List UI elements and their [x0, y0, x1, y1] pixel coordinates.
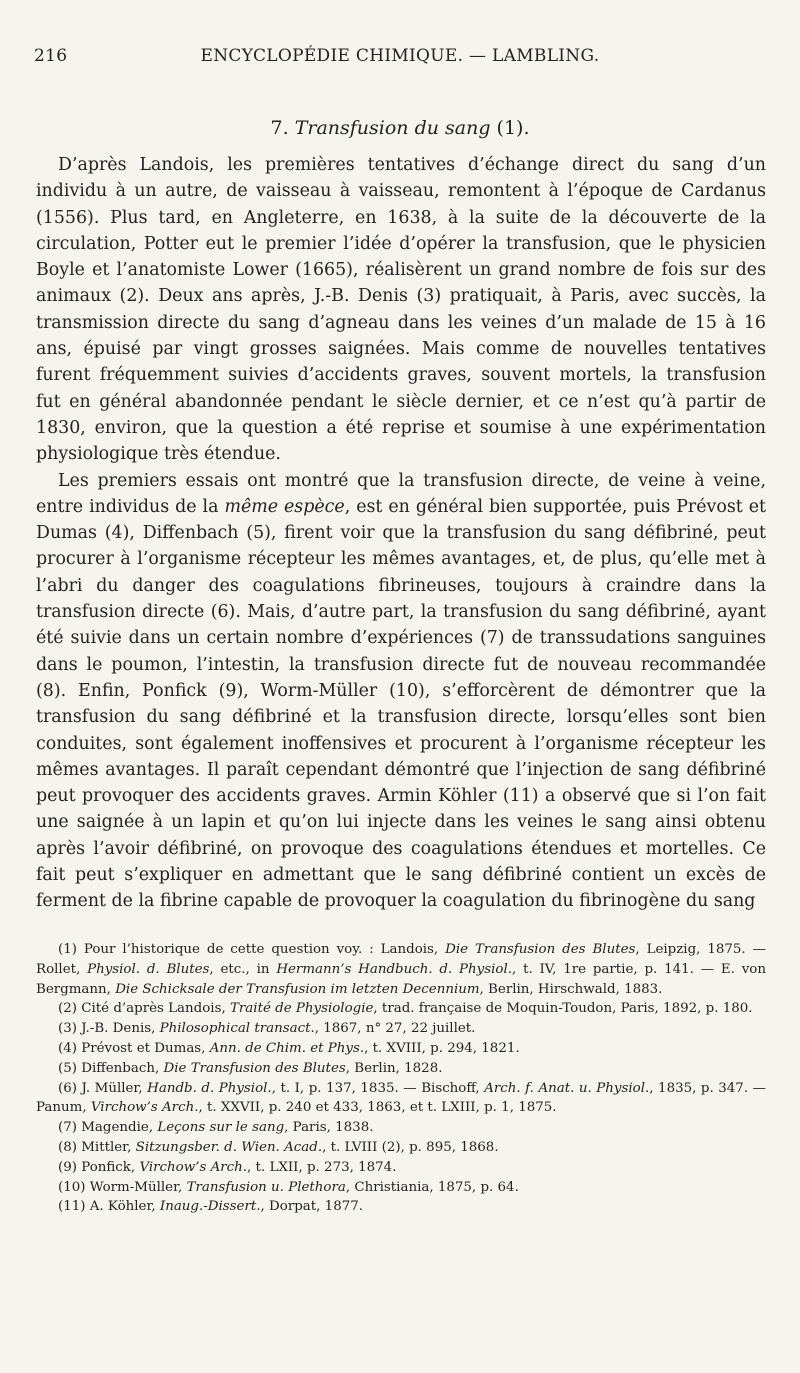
footnote-2: [36, 999, 766, 1019]
text-run: , etc., in: [209, 961, 277, 977]
italic-text: Philosophical transact.: [159, 1021, 315, 1037]
text-run: (2) Cité d’après Landois,: [58, 1001, 230, 1017]
italic-text: Virchow’s Arch.: [90, 1100, 199, 1116]
italic-text: Leçons sur le sang: [157, 1120, 285, 1136]
italic-text: Arch. f. Anat. u. Physiol.: [484, 1080, 650, 1096]
text-run: , t. LVIII (2), p. 895, 1868.: [322, 1139, 499, 1155]
text-run: (5) Diffenbach,: [58, 1060, 164, 1076]
section-title: [0, 117, 800, 139]
text-run: (11) A. Köhler,: [58, 1199, 160, 1215]
footnote-5: [36, 1059, 766, 1079]
footnotes: [36, 940, 766, 1217]
text-run: , t. XVIII, p. 294, 1821.: [364, 1040, 520, 1056]
italic-text: Die Schicksale der Transfusion im letzten Decennium: [115, 981, 480, 997]
section-note-ref: (1).: [496, 117, 530, 139]
text-run: (1) Pour l’historique de cette question voy. : Landois,: [58, 942, 446, 957]
text-run: , Dorpat, 1877.: [260, 1199, 364, 1215]
text-run: D’après Landois, les premières tentatives d’échange direct du sang d’un individu à un autre, de vaisseau à vaisseau, remontent à l’époque de Cardanus (1556). Plus tard, en Angleterre, en 1638, à la suite de la découverte de la circulation, Potter eut le premier l’idée d’opérer la transfusion, que le physicien Boyle et l’anatomiste Lower (1665), réalisèrent un grand nombre de fois sur des animaux (2). Deux ans après, J.-B. Denis (3) pratiquait, à Paris, avec succès, la transmission directe du sang d’agneau dans les veines d’un malade de 15 à 16 ans, épuisé par vingt grosses saignées. Mais comme de nouvelles tentatives furent fréquemment suivies d’accidents graves, souvent mortels, la transfusion fut en général abandonnée pendant le siècle dernier, et ce n’est qu’à partir de 1830, environ, que la question a été reprise et soumise à une expérimentation physiologique très étendue.: [36, 155, 766, 465]
text-run: (7) Magendie,: [58, 1120, 158, 1136]
text-run: , Paris, 1838.: [284, 1120, 374, 1136]
text-run: , Leipzig, 1875. — Rollet,: [36, 942, 766, 977]
text-run: (10) Worm-Müller,: [58, 1179, 187, 1195]
text-run: (9) Ponfick,: [58, 1159, 140, 1175]
paragraph-2: [36, 468, 766, 915]
footnote-11: [36, 1197, 766, 1217]
italic-text: Ann. de Chim. et Phys.: [209, 1040, 365, 1056]
text-run: Les premiers essais ont montré que la transfusion directe, de veine à veine, entre individus de la: [36, 470, 766, 517]
footnote-8: [36, 1138, 766, 1158]
italic-text: Transfusion u. Plethora: [186, 1179, 346, 1195]
italic-text: Die Transfusion des Blutes: [445, 942, 636, 957]
text-run: , 1835, p. 347. — Panum,: [36, 1080, 767, 1116]
italic-text: même espèce: [224, 496, 345, 517]
text-run: , t. XXVII, p. 240 et 433, 1863, et t. LXIII, p. 1, 1875.: [198, 1100, 557, 1116]
footnote-7: [36, 1118, 766, 1138]
italic-text: Physiol. d. Blutes: [87, 961, 210, 977]
text-run: , Christiania, 1875, p. 64.: [345, 1179, 519, 1195]
text-run: (6) J. Müller,: [58, 1080, 148, 1096]
footnote-1: [36, 940, 766, 999]
italic-text: Handb. d. Physiol.: [147, 1080, 272, 1096]
section-number: 7.: [270, 117, 289, 139]
text-run: , t. I, p. 137, 1835. — Bischoff,: [271, 1080, 485, 1096]
text-run: , Berlin, 1828.: [345, 1060, 443, 1076]
footnote-3: [36, 1019, 766, 1039]
text-run: (4) Prévost et Dumas,: [58, 1040, 210, 1056]
text-run: , Berlin, Hirschwald, 1883.: [479, 981, 663, 997]
text-run: , t. LXII, p. 273, 1874.: [247, 1159, 397, 1175]
text-run: , trad. française de Moquin-Toudon, Paris, 1892, p. 180.: [373, 1001, 753, 1017]
page-number: 216: [34, 46, 68, 66]
running-title: ENCYCLOPÉDIE CHIMIQUE. — LAMBLING.: [200, 46, 600, 66]
text-run: , 1867, n° 27, 22 juillet.: [314, 1021, 476, 1037]
body-text: [36, 152, 766, 915]
footnote-10: [36, 1178, 766, 1198]
italic-text: Virchow’s Arch.: [139, 1159, 248, 1175]
footnote-4: [36, 1039, 766, 1059]
text-run: , est en général bien supportée, puis Prévost et Dumas (4), Diffenbach (5), firent voir que la transfusion du sang défibriné, peut procurer à l’organisme récepteur les mêmes avantages, et, de plus, qu’elle met à l’abri du danger des coagulations fibrineuses, toujours à craindre dans la transfusion directe (6). Mais, d’autre part, la transfusion du sang défibriné, ayant été suivie dans un certain nombre d’expériences (7) de transsudations sanguines dans le poumon, l’intestin, la transfusion directe fut de nouveau recommandée (8). Enfin, Ponfick (9), Worm-Müller (10), s’efforcèrent de démontrer que la transfusion du sang défibriné et la transfusion directe, lorsqu’elles sont bien conduites, sont également inoffensives et procurent à l’organisme récepteur les mêmes avantages. Il paraît cependant démontré que l’injection de sang défibriné peut provoquer des accidents graves. Armin Köhler (11) a observé que si l’on fait une saignée à un lapin et qu’on lui injecte dans les veines le sang ainsi obtenu après l’avoir défibriné, on provoque des coagulations étendues et mortelles. Ce fait peut s’expliquer en admettant que le sang défibriné contient un excès de ferment de la fibrine capable de provoquer la coagulation du fibrinogène du sang: [36, 496, 766, 912]
italic-text: Sitzungsber. d. Wien. Acad.: [135, 1139, 323, 1155]
italic-text: Die Transfusion des Blutes: [163, 1060, 346, 1076]
italic-text: Inaug.-Dissert.: [159, 1199, 261, 1215]
footnote-9: [36, 1158, 766, 1178]
text-run: (3) J.-B. Denis,: [58, 1021, 160, 1037]
italic-text: Traité de Physiologie: [229, 1001, 374, 1017]
paragraph-1: [36, 152, 766, 468]
italic-text: Hermann’s Handbuch. d. Physiol.: [276, 961, 513, 977]
section-title-text: Transfusion du sang: [294, 117, 491, 139]
text-run: , t. IV, 1re partie, p. 141. — E. von Bergmann,: [36, 961, 766, 997]
footnote-6: [36, 1079, 766, 1119]
text-run: (8) Mittler,: [58, 1139, 136, 1155]
